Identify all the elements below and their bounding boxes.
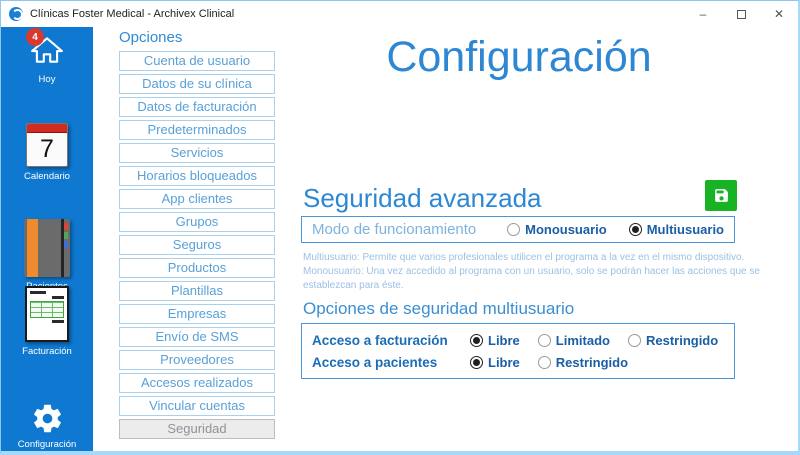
minimize-button[interactable]: – (699, 7, 707, 21)
radio-label: Restringido (645, 332, 719, 348)
calendar-day-number: 7 (40, 135, 54, 163)
window-title: Clínicas Foster Medical - Archivex Clinical (30, 8, 235, 20)
home-icon-wrap (30, 31, 64, 70)
sidebar-item-hoy[interactable] (1, 31, 93, 85)
mode-radio-group (507, 222, 724, 237)
section-heading-opciones-seguridad: Opciones de seguridad multiusuario (303, 299, 575, 318)
menu-item-datos-de-facturacion[interactable]: Datos de facturación (119, 97, 275, 117)
mode-setting-label: Modo de funcionamiento (312, 221, 477, 238)
page-title: Configuración (386, 33, 652, 81)
radio-circle-icon (470, 356, 483, 369)
menu-item-cuenta-de-usuario[interactable]: Cuenta de usuario (119, 51, 275, 71)
book-tab-blue (64, 241, 68, 248)
titlebar (1, 1, 798, 27)
radio-facturacion-restringido[interactable] (628, 333, 718, 348)
radio-circle-icon (629, 223, 642, 236)
menu-item-predeterminados[interactable]: Predeterminados (119, 120, 275, 140)
contacts-book-icon (24, 219, 70, 277)
invoice-line (52, 320, 64, 323)
radio-label: Limitado (555, 332, 610, 348)
radio-facturacion-limitado[interactable] (538, 333, 610, 348)
radio-circle-icon (538, 356, 551, 369)
invoice-line (52, 296, 64, 299)
notification-badge: 4 (26, 28, 44, 46)
radio-label: Libre (488, 332, 520, 348)
access-row-pacientes (312, 351, 724, 373)
options-menu-header: Opciones (119, 29, 183, 46)
menu-item-seguridad[interactable]: Seguridad (119, 419, 275, 439)
access-row-facturacion (312, 329, 724, 351)
menu-item-servicios[interactable]: Servicios (119, 143, 275, 163)
menu-item-plantillas[interactable]: Plantillas (119, 281, 275, 301)
radio-multiusuario[interactable] (629, 222, 724, 237)
radio-label: Multiusuario (646, 222, 724, 237)
menu-item-envio-de-sms[interactable]: Envío de SMS (119, 327, 275, 347)
app-logo-icon (9, 7, 23, 21)
access-row-label: Acceso a pacientes (312, 354, 438, 370)
menu-item-productos[interactable]: Productos (119, 258, 275, 278)
radio-circle-icon (538, 334, 551, 347)
sidebar-item-label: Configuración (17, 439, 77, 450)
menu-item-accesos-realizados[interactable]: Accesos realizados (119, 373, 275, 393)
radio-circle-icon (507, 223, 520, 236)
description-line: Multiusuario: Permite que varios profesionales utilicen el programa a la vez en el mismo dispositivo. (303, 252, 745, 263)
radio-pacientes-libre[interactable] (470, 355, 520, 370)
pacientes-radio-group (470, 355, 628, 370)
multiuser-security-box (301, 323, 735, 379)
mode-description (303, 251, 777, 293)
sidebar-item-configuracion[interactable] (1, 402, 93, 450)
sidebar (1, 27, 93, 452)
access-row-label: Acceso a facturación (312, 332, 448, 348)
sidebar-item-label: Facturación (22, 346, 72, 357)
radio-circle-icon (470, 334, 483, 347)
section-heading-seguridad-avanzada: Seguridad avanzada (303, 183, 542, 213)
save-icon (713, 187, 730, 204)
sidebar-item-facturacion[interactable] (1, 286, 93, 357)
maximize-icon (737, 10, 746, 19)
calendar-icon (26, 123, 68, 167)
radio-circle-icon (628, 334, 641, 347)
gear-icon (31, 402, 64, 435)
radio-label: Restringido (555, 354, 629, 370)
radio-facturacion-libre[interactable] (470, 333, 520, 348)
description-line: Monousuario: Una vez accedido al programa con un usuario, solo se podrán hacer las acciones que se (303, 266, 760, 277)
maximize-button[interactable] (722, 1, 760, 27)
sidebar-item-calendario[interactable] (1, 123, 93, 182)
description-line: establezcan para éste. (303, 280, 404, 291)
save-button[interactable] (705, 180, 737, 211)
radio-label: Libre (488, 354, 520, 370)
menu-item-seguros[interactable]: Seguros (119, 235, 275, 255)
sidebar-item-pacientes[interactable] (1, 219, 93, 292)
sidebar-item-label: Calendario (24, 171, 70, 182)
menu-item-app-clientes[interactable]: App clientes (119, 189, 275, 209)
invoice-icon (25, 286, 69, 342)
radio-pacientes-restringido[interactable] (538, 355, 628, 370)
menu-item-horarios-bloqueados[interactable]: Horarios bloqueados (119, 166, 275, 186)
main-content (301, 27, 760, 452)
close-button[interactable]: ✕ (773, 7, 785, 21)
radio-label: Monousuario (525, 222, 607, 237)
window-controls (684, 1, 798, 27)
menu-item-vincular-cuentas[interactable]: Vincular cuentas (119, 396, 275, 416)
sidebar-item-label: Hoy (38, 74, 56, 85)
menu-item-empresas[interactable]: Empresas (119, 304, 275, 324)
menu-item-grupos[interactable]: Grupos (119, 212, 275, 232)
calendar-icon-header (27, 124, 67, 133)
options-menu (119, 29, 275, 442)
mode-setting-box (301, 216, 735, 243)
invoice-line (30, 291, 46, 294)
menu-item-datos-de-su-clinica[interactable]: Datos de su clínica (119, 74, 275, 94)
book-spine (27, 219, 38, 277)
book-tab-red (64, 223, 68, 230)
facturacion-radio-group (470, 333, 718, 348)
radio-monousuario[interactable] (507, 222, 607, 237)
invoice-table (30, 301, 64, 318)
book-tab-green (64, 232, 68, 239)
menu-item-proveedores[interactable]: Proveedores (119, 350, 275, 370)
